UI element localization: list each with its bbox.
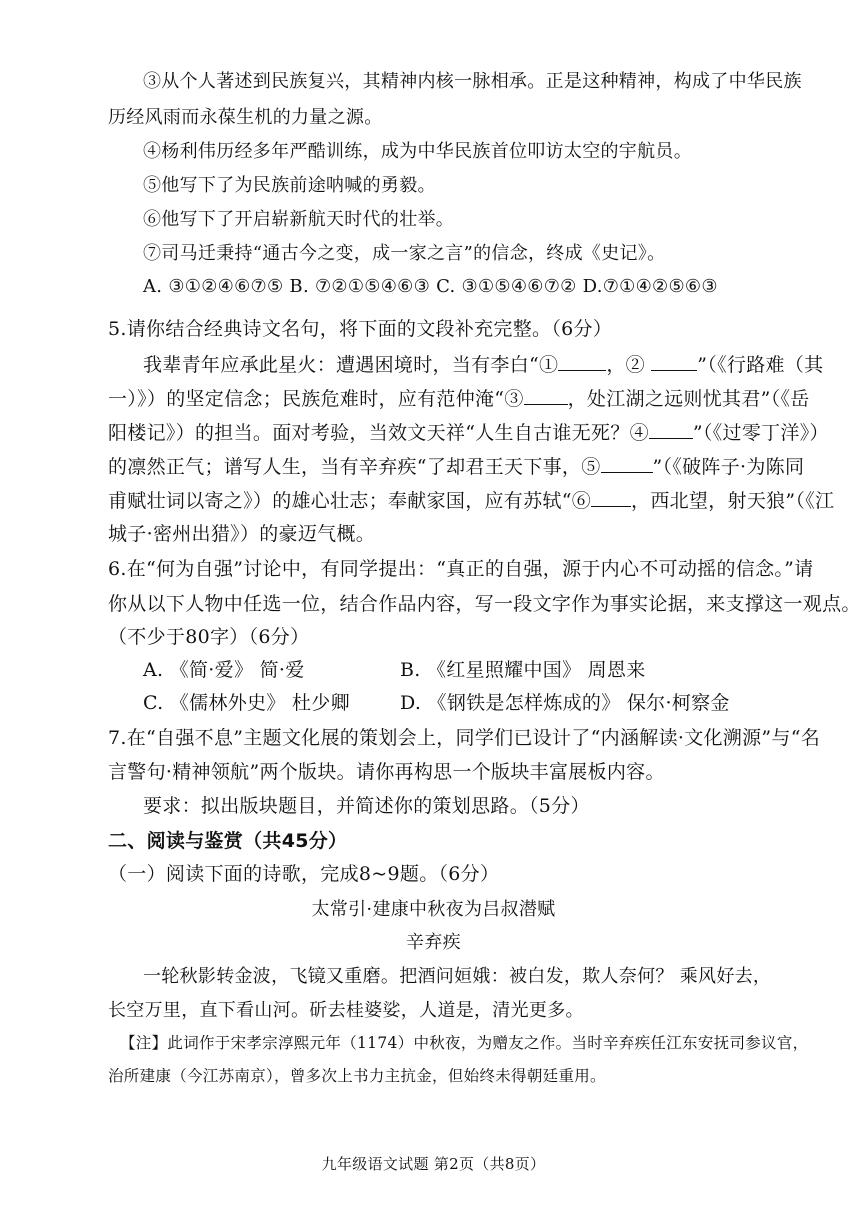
sentence-4: ④杨利伟历经多年严酷训练，成为中华民族首位叩访太空的宇航员。 [143,141,692,162]
blank-3[interactable] [524,386,568,405]
blank-6[interactable] [591,488,631,507]
question-6-option-a: A. 《简·爱》 简·爱 [143,659,305,681]
question-6-option-b: B. 《红星照耀中国》 周恩来 [400,659,646,681]
q5-line2-text-a: 一）》）的坚定信念；民族危难时，应有范仲淹“③ [108,388,524,410]
poem-title: 太常引·建康中秋夜为吕叔潜赋 [311,899,556,920]
section-2-heading: 二、阅读与鉴赏（共45分） [108,830,348,852]
question-5-line5 [108,488,834,513]
page-footer: 九年级语文试题 第2页（共8页） [321,1155,546,1173]
question-4-options: A. ③①②④⑥⑦⑤ B. ⑦②①⑤④⑥③ C. ③①⑤④⑥⑦② D.⑦①④②⑤⑥③ [143,276,718,297]
poem-note-line2: 治所建康（今江苏南京），曾多次上书力主抗金，但始终未得朝廷重用。 [108,1067,606,1085]
blank-4[interactable] [649,420,693,439]
poem-author: 辛弃疾 [406,932,461,953]
sentence-7: ⑦司马迁秉持“通古今之变，成一家之言”的信念，终成《史记》。 [143,243,666,264]
q5-line4-text-b: ”（《破阵子·为陈同 [652,456,805,478]
question-5-stem: 5.请你结合经典诗文名句，将下面的文段补充完整。（6分） [108,318,613,340]
sentence-3-line2: 历经风雨而永葆生机的力量之源。 [108,107,383,128]
sentence-5: ⑤他写下了为民族前途呐喊的勇毅。 [143,175,436,196]
question-5-line1 [143,352,823,377]
question-7-requirement: 要求：拟出版块题目，并简述你的策划思路。（5分） [143,795,590,817]
poem-line1: 一轮秋影转金波，飞镜又重磨。把酒问姮娥：被白发，欺人奈何？ 乘风好去， [143,966,772,987]
blank-2[interactable] [651,352,697,371]
question-5-line4 [108,454,804,479]
q5-line1-text-b: ，② [606,354,645,376]
q5-line3-text-a: 阳楼记》）的担当。面对考验，当效文天祥“人生自古谁无死？④ [108,422,649,444]
q5-line1-text-c: ”（《行路难（其 [697,354,824,376]
q5-line1-text-a: 我辈青年应承此星火：遭遇困境时，当有李白“① [143,354,559,376]
subsection-1-heading: （一）阅读下面的诗歌，完成8~9题。（6分） [108,863,500,885]
q5-line5-text-a: 甫赋壮词以寄之》）的雄心壮志；奉献家国，应有苏轼“⑥ [108,490,592,512]
q5-line5-text-b: ，西北望，射天狼”（《江 [631,490,835,512]
question-7-line1: 7.在“自强不息”主题文化展的策划会上，同学们已设计了“内涵解读·文化溯源”与“名 [108,727,821,749]
question-6-line3: （不少于80字）（6分） [108,626,310,648]
question-6-option-d: D. 《钢铁是怎样炼成的》 保尔·柯察金 [400,692,730,714]
sentence-6: ⑥他写下了开启崭新航天时代的壮举。 [143,209,455,230]
q5-line3-text-b: ”（《过零丁洋》） [692,422,829,444]
blank-1[interactable] [558,352,606,371]
blank-5[interactable] [601,454,653,473]
question-7-line2: 言警句·精神领航”两个版块。请你再构思一个版块丰富展板内容。 [108,761,665,783]
question-6-option-c: C. 《儒林外史》 杜少卿 [143,692,350,714]
question-6-line2: 你从以下人物中任选一位，结合作品内容，写一段文字作为事实论据，来支撑这一观点。 [108,593,861,615]
q5-line4-text-a: 的凛然正气；谱写人生，当有辛弃疾“了却君王天下事，⑤ [108,456,601,478]
q5-line2-text-b: ，处江湖之远则忧其君”（《岳 [567,388,810,410]
question-5-line3 [108,420,829,445]
question-5-line6: 城子·密州出猎》）的豪迈气概。 [108,523,376,545]
question-5-line2 [108,386,810,411]
question-6-line1: 6.在“何为自强”讨论中，有同学提出：“真正的自强，源于内心不可动摇的信念。”请 [108,558,814,580]
poem-line2: 长空万里，直下看山河。斫去桂婆娑，人道是，清光更多。 [108,1000,584,1021]
poem-note-line1: 【注】此词作于宋孝宗淳熙元年（1174）中秋夜，为赠友之作。当时辛弃疾任江东安抚司参议官， [120,1034,809,1052]
sentence-3-line1: ③从个人著述到民族复兴，其精神内核一脉相承。正是这种精神，构成了中华民族 [143,71,802,92]
